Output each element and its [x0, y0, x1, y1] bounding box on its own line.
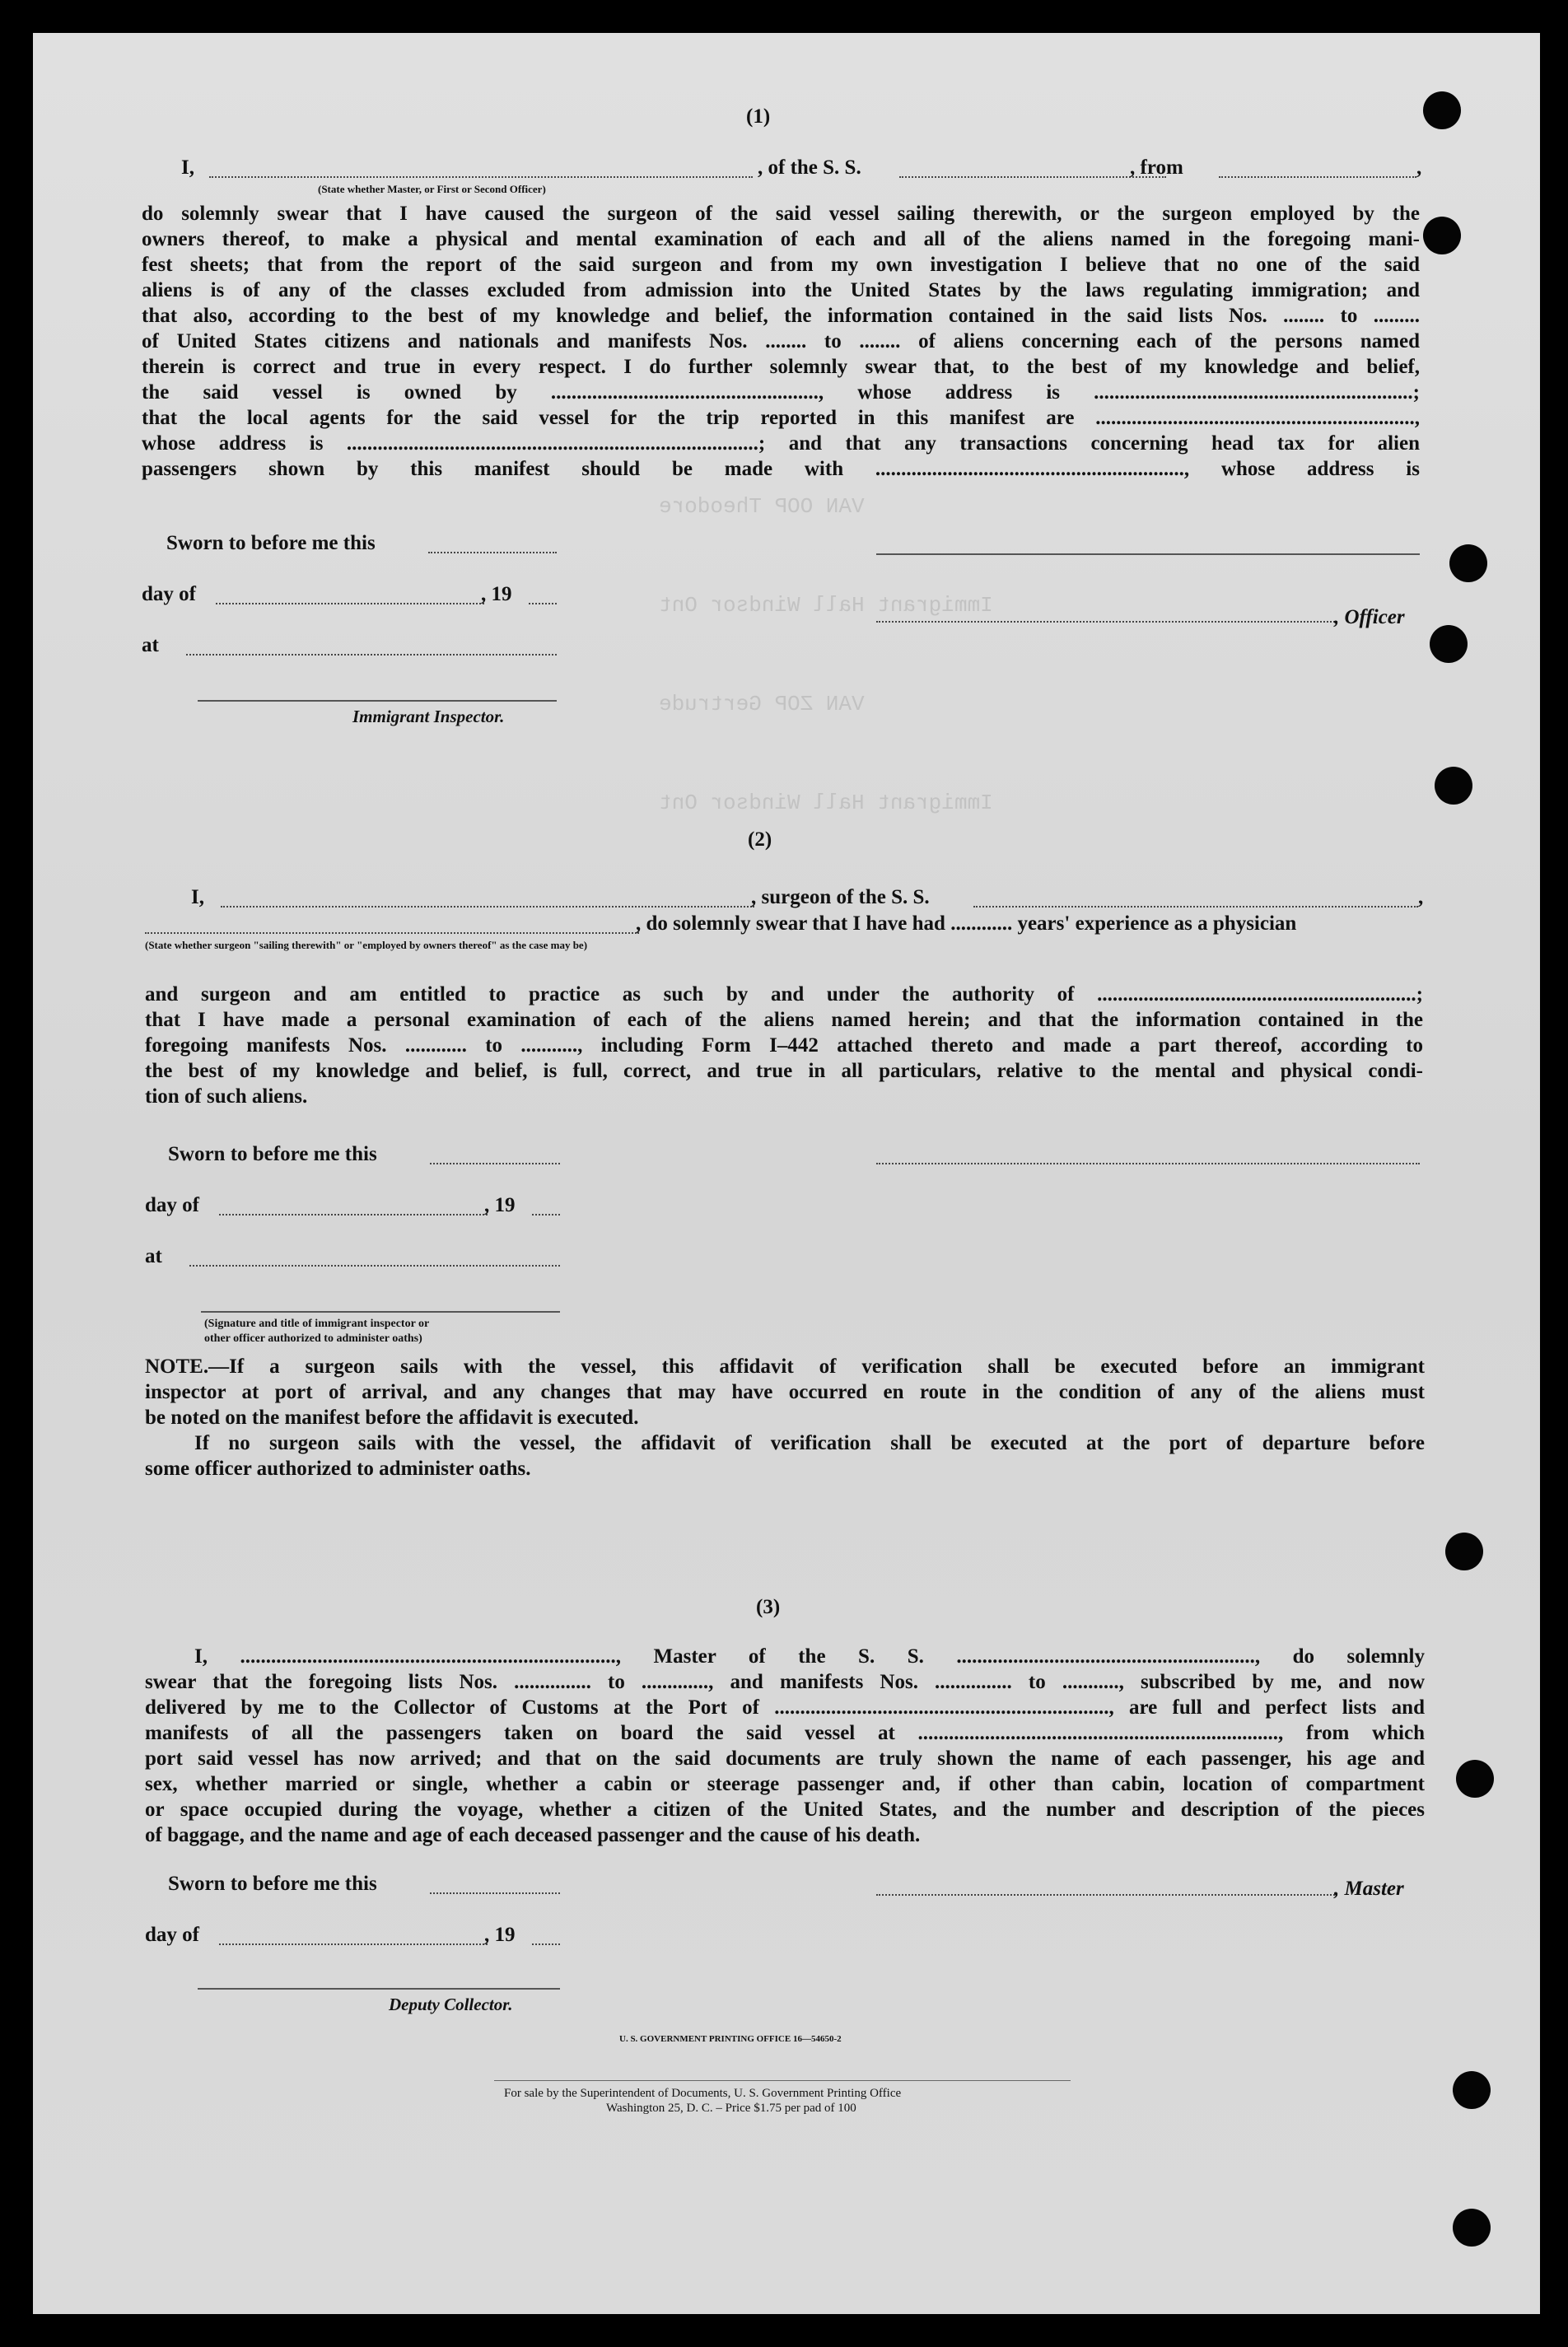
signature-note-1: (Signature and title of immigrant inspector or	[204, 1318, 430, 1330]
day-line-2[interactable]	[219, 1214, 488, 1215]
note-line: inspector at port of arrival, and any changes that may have occurred en route in the condition of any of the aliens must	[145, 1381, 1425, 1403]
printing-imprint: U. S. GOVERNMENT PRINTING OFFICE 16—54650-2	[619, 2034, 842, 2044]
section-2-i: I,	[191, 886, 204, 908]
sworn-date-line-2[interactable]	[430, 1163, 560, 1164]
bleed-through: Immigrant Hall Windsor Ont	[659, 791, 993, 815]
year-label-1: , 19	[481, 583, 512, 605]
section-1-i: I,	[181, 156, 194, 179]
surgeon-name-line[interactable]	[221, 906, 754, 908]
s1-line: of United States citizens and nationals and manifests Nos. ........ to ........ of aliens concerning each of the persons named	[142, 330, 1420, 352]
master-label: , Master	[1334, 1878, 1404, 1900]
punch-hole	[1445, 1533, 1483, 1570]
surgeon-of-ss: , surgeon of the S. S.	[751, 886, 930, 908]
surgeon-note: (State whether surgeon "sailing therewith" or "employed by owners thereof" as the case may be)	[145, 939, 588, 951]
note2-last-line: some officer authorized to administer oaths.	[145, 1458, 531, 1480]
s3-line: swear that the foregoing lists Nos. ............... to ............., and manifests Nos. ............... to ..........., subscribed by me, and now	[145, 1671, 1425, 1693]
year-line-2[interactable]	[532, 1214, 560, 1215]
sworn-label-2: Sworn to before me this	[168, 1143, 377, 1165]
s3-line: port said vessel has now arrived; and that on the said documents are truly shown the name of each passenger, his age and	[145, 1747, 1425, 1770]
punch-hole	[1423, 217, 1461, 254]
bleed-through: VAN OOP Theodore	[659, 494, 865, 519]
surgeon-status-line[interactable]	[145, 932, 639, 934]
year-line-3[interactable]	[532, 1943, 560, 1945]
footer-line-2: Washington 25, D. C. – Price $1.75 per pad of 100	[606, 2102, 856, 2115]
day-of-label-1: day of	[142, 583, 196, 605]
at-label-2: at	[145, 1245, 162, 1267]
punch-hole	[1423, 91, 1461, 129]
s2-line: that I have made a personal examination of each of the aliens named herein; and that the information contained in the	[145, 1009, 1423, 1031]
punch-hole	[1430, 625, 1468, 663]
s1-line: therein is correct and true in every respect. I do further solemnly swear that, to the best of my knowledge and belief,	[142, 356, 1420, 378]
year-label-2: , 19	[484, 1194, 516, 1216]
officer-rank-line[interactable]	[209, 176, 753, 178]
master-signature-line[interactable]	[876, 1894, 1337, 1896]
footer-line-1: For sale by the Superintendent of Documents, U. S. Government Printing Office	[504, 2087, 902, 2100]
sworn-label-1: Sworn to before me this	[166, 532, 376, 554]
s2-line: foregoing manifests Nos. ............ to ..........., including Form I–442 attached thereto and made a part thereof, according to	[145, 1034, 1423, 1057]
punch-hole	[1435, 767, 1472, 805]
day-of-label-2: day of	[145, 1194, 199, 1216]
s3-last-line: of baggage, and the name and age of each deceased passenger and the cause of his death.	[145, 1824, 921, 1846]
officer-label: , Officer	[1334, 606, 1405, 628]
year-label-3: , 19	[484, 1924, 516, 1946]
s1-line: passengers shown by this manifest should be made with ............................................................, whose address is	[142, 458, 1420, 480]
from-label: , from	[1130, 156, 1183, 179]
officer-note: (State whether Master, or First or Second Officer)	[318, 183, 546, 195]
punch-hole	[1453, 2071, 1491, 2109]
sworn-date-line-1[interactable]	[428, 552, 557, 553]
s1-line: owners thereof, to make a physical and mental examination of each and all of the aliens named in the foregoing mani-	[142, 228, 1420, 250]
bleed-through: VAN ZOP Gertrude	[659, 692, 865, 716]
section-2-number: (2)	[748, 828, 772, 851]
s1-line: the said vessel is owned by ...................................................., whose address is ..............................................................;	[142, 381, 1420, 404]
punch-hole	[1449, 544, 1487, 582]
s2-line: and surgeon and am entitled to practice as such by and under the authority of ..............................................................;	[145, 983, 1423, 1006]
sworn-label-3: Sworn to before me this	[168, 1873, 377, 1895]
s3-line: manifests of all the passengers taken on board the said vessel at ......................................................................, from which	[145, 1722, 1425, 1744]
s3-line: sex, whether married or single, whether a cabin or steerage passenger and, if other than cabin, location of compartment	[145, 1773, 1425, 1795]
at-line-2[interactable]	[189, 1265, 560, 1267]
at-label-1: at	[142, 634, 159, 656]
s2-line: the best of my knowledge and belief, is full, correct, and true in all particulars, relative to the mental and physical condi-	[145, 1060, 1423, 1082]
punch-hole	[1456, 1760, 1494, 1798]
s1-line: whose address is ................................................................................; and that any transactions concerning head tax for alien	[142, 432, 1420, 455]
inspector-signature-line[interactable]	[198, 700, 557, 702]
section-3-number: (3)	[756, 1596, 781, 1618]
footer-rule	[494, 2080, 1071, 2081]
year-line-1[interactable]	[529, 603, 557, 604]
signature-note-2: other officer authorized to administer oaths)	[204, 1332, 422, 1345]
note-last-line: be noted on the manifest before the affidavit is executed.	[145, 1407, 639, 1429]
day-of-label-3: day of	[145, 1924, 199, 1946]
s1-line: aliens is of any of the classes excluded from admission into the United States by the laws regulating immigration; and	[142, 279, 1420, 301]
s3-line: I, ........................................................................., Master of the S. S. .........................................................., do solemnly	[194, 1645, 1425, 1668]
inspector-signature-line-2[interactable]	[201, 1311, 560, 1313]
s3-line: delivered by me to the Collector of Customs at the Port of ................................................................., are full and perfect lists and	[145, 1696, 1425, 1719]
sworn-date-line-3[interactable]	[430, 1892, 560, 1894]
note-line: NOTE.—If a surgeon sails with the vessel, this affidavit of verification shall be executed before an immigrant	[145, 1355, 1425, 1378]
note2-line: If no surgeon sails with the vessel, the affidavit of verification shall be executed at the port of departure before	[194, 1432, 1425, 1454]
inspector-label: Immigrant Inspector.	[352, 707, 505, 726]
s3-line: or space occupied during the voyage, whether a citizen of the United States, and the number and description of the pieces	[145, 1799, 1425, 1821]
officer-signature-line[interactable]	[876, 553, 1420, 555]
at-line-1[interactable]	[186, 654, 557, 656]
s1-line: do solemnly swear that I have caused the surgeon of the said vessel sailing therewith, or the surgeon employed by the	[142, 203, 1420, 225]
section-1-number: (1)	[746, 105, 771, 128]
day-line-1[interactable]	[216, 603, 484, 604]
officer-title-line[interactable]	[876, 621, 1337, 623]
surgeon-signature-line[interactable]	[876, 1163, 1420, 1164]
of-the-ss: , of the S. S.	[758, 156, 861, 179]
deputy-label: Deputy Collector.	[389, 1995, 513, 2014]
punch-hole	[1453, 2209, 1491, 2247]
day-line-3[interactable]	[219, 1943, 488, 1945]
collector-signature-line[interactable]	[198, 1988, 560, 1990]
s1-line: fest sheets; that from the report of the said surgeon and from my own investigation I believe that no one of the said	[142, 254, 1420, 276]
s1-line: that also, according to the best of my knowledge and belief, the information contained in the said lists Nos. ........ to .........	[142, 305, 1420, 327]
surgeon-oath-line: , do solemnly swear that I have had ............ years' experience as a physician	[636, 912, 1297, 935]
s1-line: that the local agents for the said vessel for the trip reported in this manifest are ..............................................................,	[142, 407, 1420, 429]
form-page: VAN OOP Theodore Immigrant Hall Windsor Ont VAN ZOP Gertrude Immigrant Hall Windsor Ont (1) I, , of the S. S. , from , (State whether Master, or First or Second Officer) do solemnly swear that I have caused the surgeon of the said vessel sailing therewith, or the surgeon employed by the owners thereof, to make a physical and mental examination of each and all of the aliens named in the foregoing mani- fest sheets; that from the report of the said surgeon and from my own investigation I believe that no one of the said aliens is of any of the classes excluded from admission into the United States by the laws regulating immigration; and that also, according to the best of my knowledge and belief, the information contained in the said lists Nos. ........ to ......... of United States citizens and nationals and manifests Nos. ........ to ........ of aliens concerning each of the persons named therein is correct and true in every respect. I do further solemnly swear that, to the best of my knowledge and belief, the said vessel is owned by ...................................................., whose address is ..............................................................; that the local agents for the said vessel for the trip reported in this manifest are .............................................................., whose address is ................................................................................; and that any transactions concerning head tax for alien passengers shown by this manifest should be made with ............................................................, whose address is Sworn to before me this day of , 19 , Officer at Immigrant Inspector. (2) I, , surgeon of the S. S. , , do solemnly swear that I have had ............ years' experience as a physician (State whether surgeon "sailing therewith" or "employed by owners thereof" as the case may be) and surgeon and am entitled to practice as such by and under the authority of ..............................................................; that I have made a personal examination of each of the aliens named herein; and that the information contained in the foregoing manifests Nos. ............ to ..........., including Form I–442 attached thereto and made a part thereof, according to the best of my knowledge and belief, is full, correct, and true in all particulars, relative to the mental and physical condi- tion of such aliens. Sworn to before me this day of , 19 at (Signature and title of immigrant inspector or other officer authorized to administer oaths) NOTE.—If a surgeon sails with the vessel, this affidavit of verification shall be executed before an immigrant inspector at port of arrival, and any changes that may have occurred en route in the condition of any of the aliens must be noted on the manifest before the affidavit is executed. If no surgeon sails with the vessel, the affidavit of verification shall be executed at the port of departure before some officer authorized to administer oaths. (3) I, ........................................................................., Master of the S. S. .........................................................., do solemnly swear that the foregoing lists Nos. ............... to ............., and manifests Nos. ............... to ..........., subscribed by me, and now delivered by me to the Collector of Customs at the Port of ................................................................., are full and perfect lists and manifests of all the passengers taken on board the said vessel at ......................................................................, from which port said vessel has now arrived; and that on the said documents are truly shown the name of each passenger, his age and sex, whether married or single, whether a cabin or steerage passenger and, if other than cabin, location of compartment or space occupied during the voyage, whether a citizen of the United States, and the number and description of the pieces of baggage, and the name and age of each deceased passenger and the cause of his death. Sworn to before me this , Master day of , 19 Deputy Collector. U. S. GOVERNMENT PRINTING OFFICE 16—54650-2 For sale by the Superintendent of Documents, U. S. Government Printing Office Washington 25, D. C. – Price $1.75 per pad of 100	[33, 33, 1540, 2314]
vessel-name-line[interactable]	[899, 176, 1166, 178]
s2-last-line: tion of such aliens.	[145, 1085, 308, 1108]
surgeon-vessel-line[interactable]	[973, 906, 1418, 908]
from-port-line[interactable]	[1219, 176, 1416, 178]
bleed-through: Immigrant Hall Windsor Ont	[659, 593, 993, 618]
